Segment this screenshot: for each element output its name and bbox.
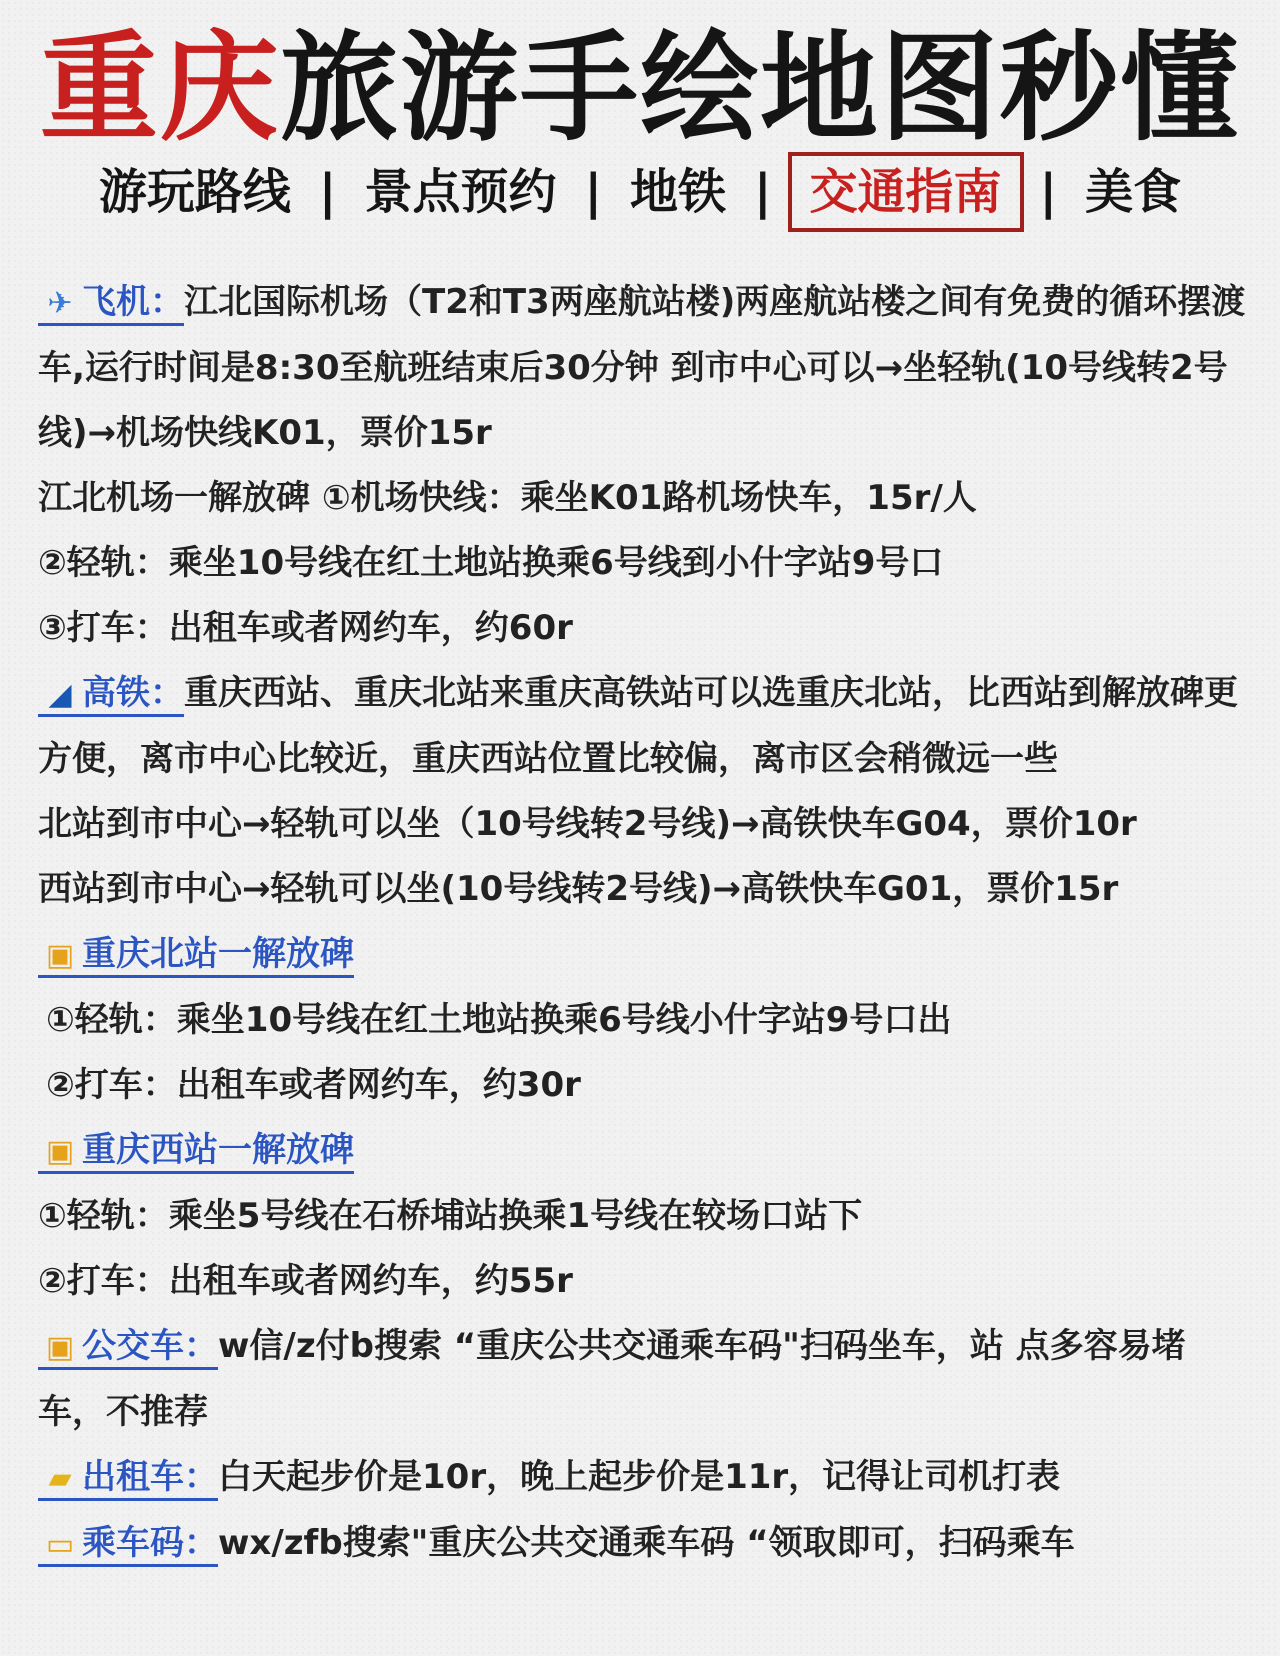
nav-item-routes[interactable]: 游玩路线 xyxy=(98,164,291,220)
north-route-1: ①轻轨：乘坐10号线在红土地站换乘6号线小什字站9号口出 xyxy=(46,1000,952,1040)
title-main: 旅游手绘地图秒懂 xyxy=(280,19,1241,157)
ticket-card-icon: ▭ xyxy=(45,1527,75,1562)
west-station-label: 重庆西站一解放碑 xyxy=(82,1130,354,1170)
bus-text: w信/z付b搜索 “重庆公共交通乘车码"扫码坐车，站 点多容易堵车，不推荐 xyxy=(38,1326,1186,1432)
bus-icon: ▣ xyxy=(45,938,75,973)
west-station-heading xyxy=(38,1118,1248,1184)
nav-separator: | xyxy=(584,164,602,220)
nav-separator: | xyxy=(318,164,337,220)
airport-route-3: ③打车：出租车或者网约车，约60r xyxy=(38,608,573,648)
nav-item-transport-guide[interactable]: 交通指南 xyxy=(788,152,1024,232)
page-title xyxy=(0,18,1280,158)
bus-label: 公交车： xyxy=(82,1326,218,1366)
west-route-1: ①轻轨：乘坐5号线在石桥埔站换乘1号线在较场口站下 xyxy=(38,1196,863,1236)
bus-label-wrap xyxy=(38,1326,218,1370)
plane-label: 飞机： xyxy=(82,282,184,322)
airplane-icon: ✈ xyxy=(47,286,73,321)
west-label-wrap xyxy=(38,1130,354,1174)
card-label-wrap xyxy=(38,1523,218,1567)
north-label-wrap xyxy=(38,934,354,978)
bullet-train-icon: ◢ xyxy=(48,677,72,712)
north-route-2: ②打车：出租车或者网约车，约30r xyxy=(46,1065,581,1105)
taxi-label-wrap xyxy=(38,1457,218,1501)
north-to-center: 北站到市中心→轻轨可以坐（10号线转2号线)→高铁快车G04，票价10r xyxy=(38,804,1137,844)
west-route-2: ②打车：出租车或者网约车，约55r xyxy=(38,1261,573,1301)
plane-label-wrap xyxy=(38,282,184,326)
taxi-label: 出租车： xyxy=(82,1457,218,1497)
plane-text: 江北国际机场（T2和T3两座航站楼)两座航站楼之间有免费的循环摆渡车,运行时间是8:30至航班结束后30分钟 到市中心可以→坐轻轨(10号线转2号线)→机场快线K01，票价15r xyxy=(38,282,1246,453)
bus-icon: ▣ xyxy=(45,1330,75,1365)
airport-route-1: 江北机场一解放碑 ①机场快线：乘坐K01路机场快车，15r/人 xyxy=(38,478,977,518)
card-section xyxy=(38,1511,1248,1577)
taxi-section xyxy=(38,1445,1248,1511)
nav-item-food[interactable]: 美食 xyxy=(1085,164,1182,220)
nav-separator: | xyxy=(754,164,772,220)
north-station-label: 重庆北站一解放碑 xyxy=(82,934,354,974)
airport-route-2: ②轻轨：乘坐10号线在红土地站换乘6号线到小什字站9号口 xyxy=(38,543,944,583)
plane-section xyxy=(38,270,1248,466)
hsr-label: 高铁： xyxy=(82,673,184,713)
west-to-center: 西站到市中心→轻轨可以坐(10号线转2号线)→高铁快车G01，票价15r xyxy=(38,869,1119,909)
bus-icon: ▣ xyxy=(45,1134,75,1169)
taxi-icon: ▰ xyxy=(48,1461,72,1496)
nav-separator: | xyxy=(1039,164,1058,220)
taxi-text: 白天起步价是10r，晚上起步价是11r，记得让司机打表 xyxy=(218,1457,1061,1497)
hsr-label-wrap xyxy=(38,673,184,717)
hsr-section xyxy=(38,661,1248,792)
topic-nav xyxy=(0,150,1280,234)
nav-item-reservation[interactable]: 景点预约 xyxy=(364,164,557,220)
transport-guide-content xyxy=(38,270,1248,1577)
bus-section xyxy=(38,1314,1248,1445)
card-text: wx/zfb搜索"重庆公共交通乘车码 “领取即可，扫码乘车 xyxy=(218,1523,1075,1563)
north-station-heading xyxy=(38,922,1248,988)
nav-item-metro[interactable]: 地铁 xyxy=(629,164,726,220)
hsr-text: 重庆西站、重庆北站来重庆高铁站可以选重庆北站，比西站到解放碑更方便，离市中心比较近，重庆西站位置比较偏，离市区会稍微远一些 xyxy=(38,673,1238,779)
card-label: 乘车码： xyxy=(82,1523,218,1563)
title-highlight: 重庆 xyxy=(39,19,280,157)
